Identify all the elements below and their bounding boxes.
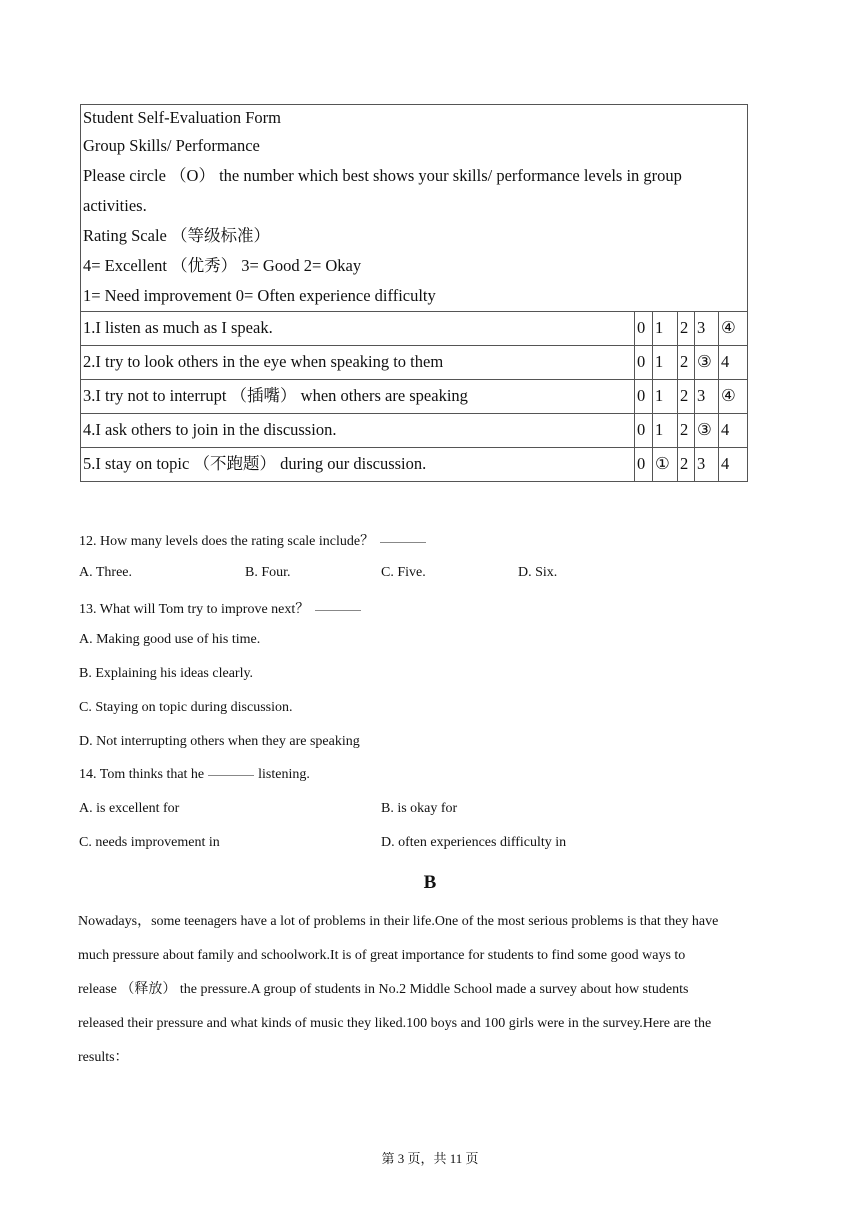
answer-blank[interactable] [315,609,361,611]
passage-line: results： [78,1050,129,1065]
option-b[interactable]: B. Explaining his ideas clearly. [79,666,254,681]
option-a[interactable]: A. Making good use of his time. [79,632,261,647]
rating-scale-line: 4= Excellent （优秀） 3= Good 2= Okay [83,256,362,275]
rating-cell: ④ [721,386,736,405]
statement-cell: 2.I try to look others in the eye when speaking to them [81,346,635,379]
question-text: 12. How many levels does the rating scale include？ [79,534,375,549]
option-d[interactable]: D. Six. [518,565,558,580]
rating-cell: 1 [653,414,678,447]
option-a[interactable]: A. Three. [79,565,132,580]
table-row [81,448,747,481]
option-c[interactable]: C. Five. [381,565,426,580]
rating-cell: 1 [653,380,678,413]
rating-cell: 4 [721,420,730,439]
passage-line: release （释放） the pressure.A group of students in No.2 Middle School made a survey about how students [78,982,689,997]
option-d[interactable]: D. often experiences difficulty in [381,835,567,850]
form-instruction-cont: activities. [83,196,147,215]
passage-paragraph [78,905,778,1075]
passage-line: much pressure about family and schoolwork.It is of great importance for students to find some good ways to [78,948,686,963]
rating-cell: 2 [678,346,695,379]
rating-cell: ④ [721,318,736,337]
section-heading: B [423,872,437,893]
page-footer: 第 3 页，共 11 页 [381,1151,479,1166]
question-text: listening. [258,767,310,782]
rating-cell: 3 [695,380,719,413]
rating-cell: 0 [635,448,653,481]
answer-blank[interactable] [380,541,426,543]
table-row [81,312,747,346]
form-rows [81,311,747,481]
rating-cell: 0 [635,312,653,345]
statement-cell: 1.I listen as much as I speak. [81,312,635,345]
rating-cell: 2 [678,448,695,481]
question-12-stem [79,530,426,550]
form-instruction: Please circle （O） the number which best shows your skills/ performance levels in group [83,166,682,185]
rating-cell: 3 [695,448,719,481]
rating-cell: 1 [653,312,678,345]
question-14-stem [79,767,310,783]
answer-blank[interactable] [208,774,254,776]
statement-cell: 3.I try not to interrupt （插嘴） when others are speaking [81,380,635,413]
option-c[interactable]: C. needs improvement in [79,835,220,850]
rating-scale-title: Rating Scale （等级标准） [83,226,270,245]
rating-cell: ① [653,448,678,481]
option-d[interactable]: D. Not interrupting others when they are speaking [79,734,360,749]
statement-cell: 4.I ask others to join in the discussion. [81,414,635,447]
passage-line: Nowadays，some teenagers have a lot of problems in their life.One of the most serious problems is that they have [78,914,719,929]
rating-cell: 4 [721,454,730,473]
rating-scale-line: 1= Need improvement 0= Often experience difficulty [83,286,436,305]
question-13-stem [79,598,361,618]
option-c[interactable]: C. Staying on topic during discussion. [79,700,293,715]
rating-cell: 2 [678,312,695,345]
option-b[interactable]: B. is okay for [381,801,458,816]
rating-cell: ③ [695,414,719,447]
rating-cell: 2 [678,414,695,447]
option-b[interactable]: B. Four. [245,565,291,580]
rating-cell: 1 [653,346,678,379]
table-row [81,346,747,380]
passage-line: released their pressure and what kinds of music they liked.100 boys and 100 girls were in the survey.Here are the [78,1016,712,1031]
statement-cell: 5.I stay on topic （不跑题） during our discussion. [81,448,635,481]
rating-cell: 0 [635,380,653,413]
question-text: 13. What will Tom try to improve next？ [79,602,310,617]
form-header [81,105,747,311]
table-row [81,414,747,448]
rating-cell: 0 [635,414,653,447]
rating-cell: 3 [695,312,719,345]
self-evaluation-form [80,104,748,482]
question-text: 14. Tom thinks that he [79,767,205,782]
rating-cell: 2 [678,380,695,413]
form-title: Student Self-Evaluation Form [83,108,281,127]
form-subtitle: Group Skills/ Performance [83,136,260,155]
rating-cell: 4 [721,352,730,371]
rating-cell: 0 [635,346,653,379]
table-row [81,380,747,414]
option-a[interactable]: A. is excellent for [79,801,180,816]
rating-cell: ③ [695,346,719,379]
